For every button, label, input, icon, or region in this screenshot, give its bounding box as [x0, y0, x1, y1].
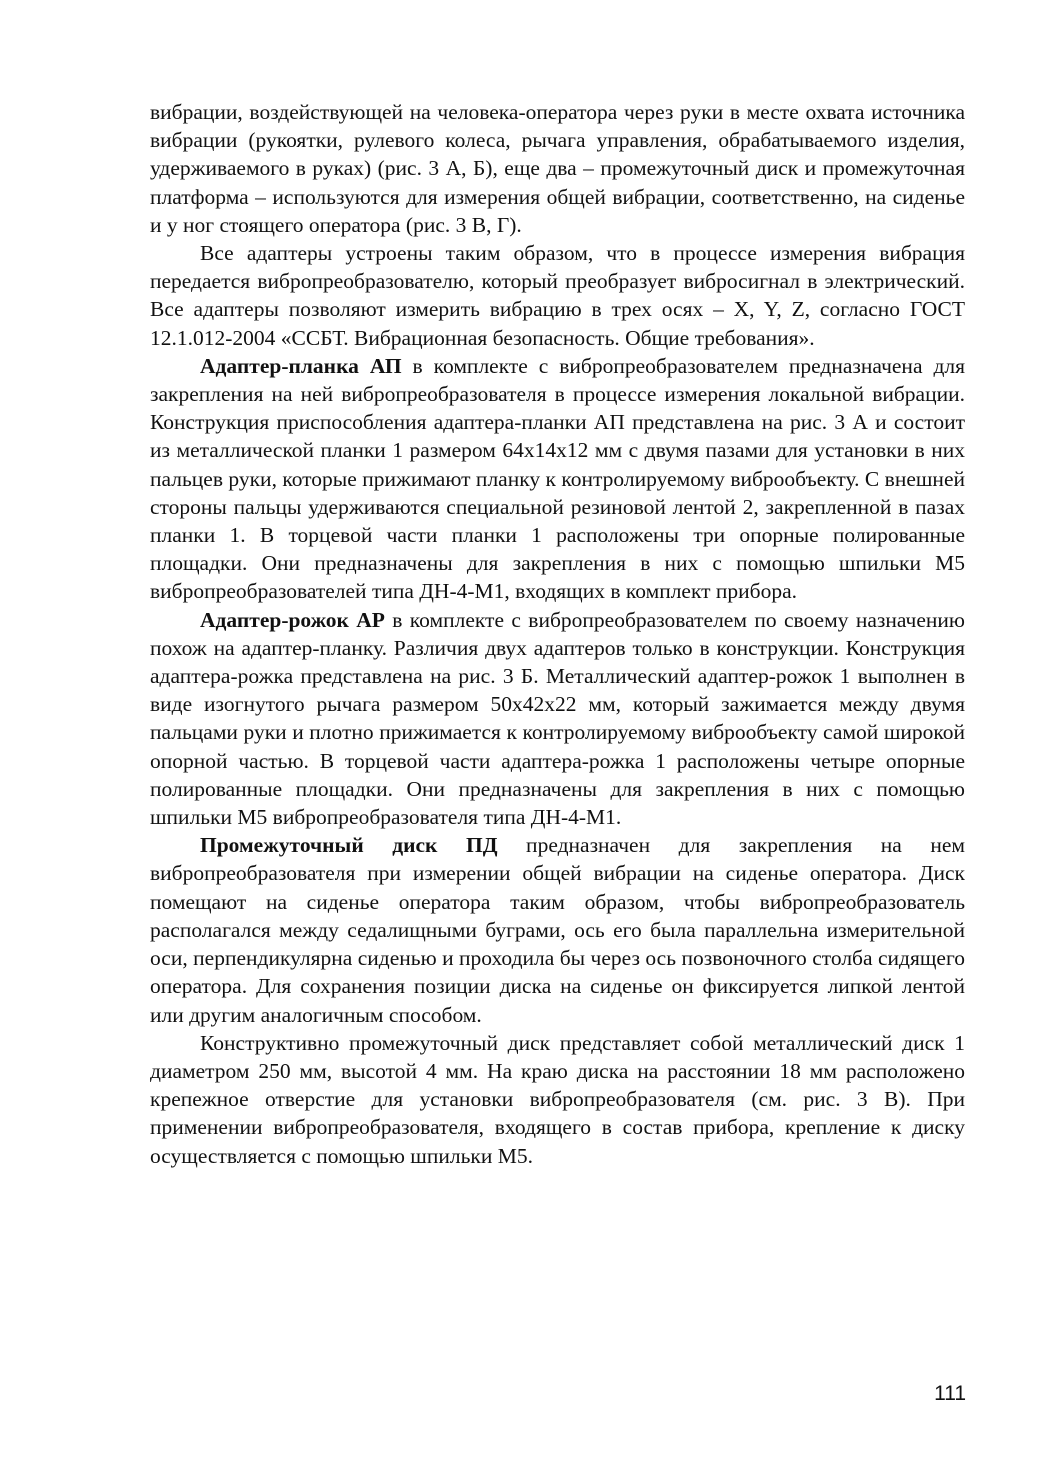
paragraph-3-lead: Адаптер-планка АП — [200, 353, 402, 378]
paragraph-3-text: в комплекте с вибропреобразователем предназначена для закрепления на ней вибропреобразователя в процессе измерения локальной вибрации. Конструкция приспособления адаптера-планки АП представлена на рис. 3 А и состоит из металлической планки 1 размером 64х14х12 мм с двумя пазами для установки в них пальцев руки, которые прижимают планку к контролируемому виброобъекту. С внешней стороны пальцы удерживаются специальной резиновой лентой 2, закрепленной в пазах планки 1. В торцевой части планки 1 расположены три опорные полированные площадки. Они предназначены для закрепления в них с помощью шпильки М5 вибропреобразователей типа ДН-4-М1, входящих в комплект прибора. — [150, 353, 966, 604]
page-number: 111 — [934, 1382, 966, 1405]
paragraph-1 — [150, 98, 965, 239]
paragraph-4-lead: Адаптер-рожок АР — [200, 607, 385, 632]
paragraph-2-text: Все адаптеры устроены таким образом, что в процессе измерения вибрация передается вибропреобразователю, который преобразует вибросигнал в электрический. Все адаптеры позволяют измерить вибрацию в трех осях – X, Y, Z, согласно ГОСТ 12.1.012-2004 «ССБТ. Вибрационная безопасность. Общие требования». — [150, 241, 965, 350]
paragraph-5-lead: Промежуточный диск ПД — [200, 833, 498, 858]
paragraph-5-text: предназначен для закрепления на нем вибропреобразователя при измерении общей вибрации на сиденье оператора. Диск помещают на сиденье оператора таким образом, чтобы вибропреобразователь располагался между седалищными буграми, ось его была параллельна измерительной оси, перпендикулярна сиденью и проходила бы через ось позвоночного столба сидящего оператора. Для сохранения позиции диска на сиденье он фиксируется липкой лентой или другим аналогичным способом. — [150, 833, 965, 1027]
paragraph-1-text: вибрации, воздействующей на человека-оператора через руки в месте охвата источника вибрации (рукоятки, рулевого колеса, рычага управления, обрабатываемого изделия, удерживаемого в руках) (рис. 3 А, Б), еще два – промежуточный диск и промежуточная платформа – используются для измерения общей вибрации, соответственно, на сиденье и у ног стоящего оператора (рис. 3 В, Г). — [150, 100, 965, 237]
paragraph-4-text: в комплекте с вибропреобразователем по своему назначению похож на адаптер-планку. Различия двух адаптеров только в конструкции. Конструкция адаптера-рожка представлена на рис. 3 Б. Металлический адаптер-рожок 1 выполнен в виде изогнутого рычага размером 50х42х22 мм, который зажимается между двумя пальцами руки и плотно прижимается к контролируемому виброобъекту самой широкой опорной частью. В торцевой части адаптера-рожка 1 расположены четыре опорные полированные площадки. Они предназначены для закрепления в них с помощью шпильки М5 вибропреобразователя типа ДН-4-М1. — [150, 607, 965, 830]
page-body — [150, 98, 965, 1170]
paragraph-5 — [150, 831, 965, 1028]
paragraph-4 — [150, 606, 965, 832]
paragraph-3 — [150, 352, 965, 606]
paragraph-2 — [150, 239, 965, 352]
paragraph-6-text: Конструктивно промежуточный диск представляет собой металлический диск 1 диаметром 250 мм, высотой 4 мм. На краю диска на расстоянии 18 мм расположено крепежное отверстие для установки вибропреобразователя (см. рис. 3 В). При применении вибропреобразователя, входящего в состав прибора, крепление к диску осуществляется с помощью шпильки М5. — [150, 1030, 965, 1168]
paragraph-6 — [150, 1029, 965, 1170]
